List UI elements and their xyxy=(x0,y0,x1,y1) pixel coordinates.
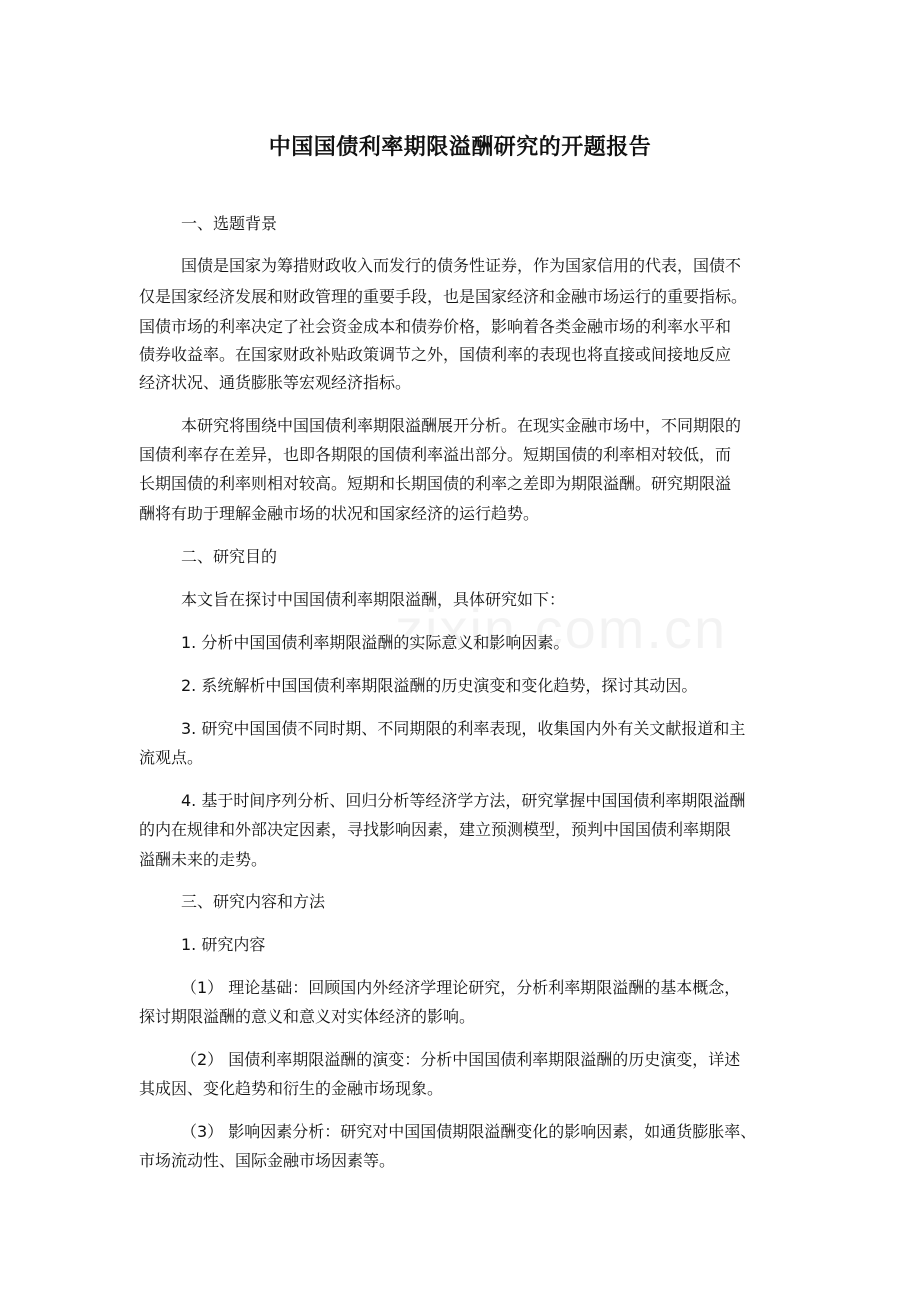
section-heading-content-methods: 三、研究内容和方法 xyxy=(181,892,326,911)
list-item-continuation: 溢酬未来的走势。 xyxy=(139,850,268,869)
list-item: （2） 国债利率期限溢酬的演变：分析中国国债利率期限溢酬的历史演变，详述 xyxy=(181,1050,741,1069)
list-item: 3. 研究中国国债不同时期、不同期限的利率表现，收集国内外有关文献报道和主 xyxy=(181,719,746,738)
list-item-continuation: 探讨期限溢酬的意义和意义对实体经济的影响。 xyxy=(139,1007,476,1026)
section-heading-background: 一、选题背景 xyxy=(181,214,278,233)
list-item-continuation: 市场流动性、国际金融市场因素等。 xyxy=(139,1151,396,1170)
paragraph-line: 本文旨在探讨中国国债利率期限溢酬，具体研究如下： xyxy=(181,590,566,609)
paragraph-line: 长期国债的利率则相对较高。短期和长期国债的利率之差即为期限溢酬。研究期限溢 xyxy=(139,474,732,493)
list-item-continuation: 流观点。 xyxy=(139,748,204,767)
paragraph-line: 仅是国家经济发展和财政管理的重要手段，也是国家经济和金融市场运行的重要指标。 xyxy=(139,287,748,306)
document-title: 中国国债利率期限溢酬研究的开题报告 xyxy=(268,135,652,160)
paragraph-line: 酬将有助于理解金融市场的状况和国家经济的运行趋势。 xyxy=(139,504,540,523)
list-item: （1） 理论基础：回顾国内外经济学理论研究，分析利率期限溢酬的基本概念， xyxy=(181,978,741,997)
list-item: （3） 影响因素分析：研究对中国国债期限溢酬变化的影响因素，如通货膨胀率、 xyxy=(181,1122,757,1141)
paragraph-line: 债券收益率。在国家财政补贴政策调节之外，国债利率的表现也将直接或间接地反应 xyxy=(139,345,732,364)
subsection-heading: 1. 研究内容 xyxy=(181,935,266,954)
paragraph-line: 国债利率存在差异，也即各期限的国债利率溢出部分。短期国债的利率相对较低，而 xyxy=(139,445,732,464)
list-item-continuation: 的内在规律和外部决定因素，寻找影响因素，建立预测模型，预判中国国债利率期限 xyxy=(139,820,732,839)
section-heading-objectives: 二、研究目的 xyxy=(181,547,278,566)
list-item: 4. 基于时间序列分析、回归分析等经济学方法，研究掌握中国国债利率期限溢酬 xyxy=(181,791,746,810)
paragraph-line: 国债是国家为筹措财政收入而发行的债务性证券，作为国家信用的代表，国债不 xyxy=(181,256,742,275)
list-item: 2. 系统解析中国国债利率期限溢酬的历史演变和变化趋势，探讨其动因。 xyxy=(181,676,698,695)
paragraph-line: 经济状况、通货膨胀等宏观经济指标。 xyxy=(139,373,412,392)
list-item-continuation: 其成因、变化趋势和衍生的金融市场现象。 xyxy=(139,1079,444,1098)
watermark xyxy=(395,596,727,661)
list-item: 1. 分析中国国债利率期限溢酬的实际意义和影响因素。 xyxy=(181,633,570,652)
paragraph-line: 本研究将围绕中国国债利率期限溢酬展开分析。在现实金融市场中，不同期限的 xyxy=(181,416,742,435)
paragraph-line: 国债市场的利率决定了社会资金成本和债券价格，影响着各类金融市场的利率水平和 xyxy=(139,317,732,336)
